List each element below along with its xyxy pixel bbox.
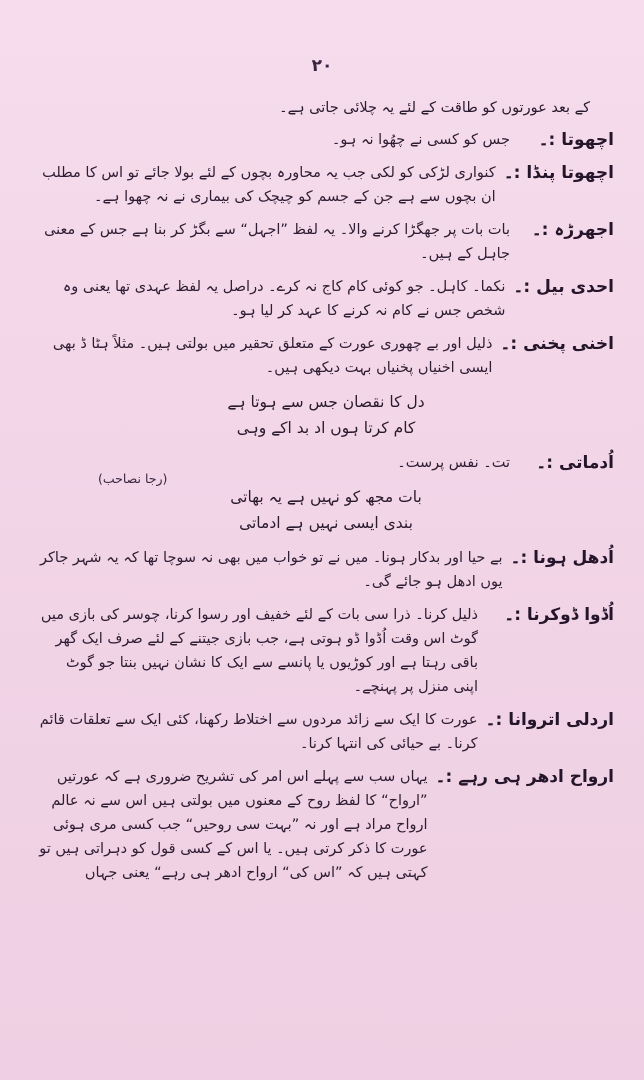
entry-definition: بے حیا اور بدکار ہونا۔ میں نے تو خواب میں بھی نہ سوچا تھا کہ یہ شہر جاکر یوں ادھل ہو جائے گی۔: [40, 550, 503, 590]
entry-term: اجھرڑہ :۔: [531, 220, 614, 240]
verse-line: بندی ایسی نہیں ہے ادماتی: [239, 514, 413, 532]
entry-term: اُدماتی :۔: [536, 453, 614, 473]
entry-definition: تت۔ نفس پرست۔: [397, 455, 510, 471]
entry-akhni-pakhni: [38, 332, 614, 380]
entry-term: اخنی پخنی :۔: [500, 334, 614, 354]
entry-definition: ذلیل کرنا۔ ذرا سی بات کے لئے خفیف اور رسوا کرنا، چوسر کی بازی میں گوٹ اس وقت اُڈوا ڈو ہوتی ہے، جب بازی جیتنے کے لئے صرف ایک گھر باقی رہتا ہے اور کوڑیوں یا پانسے سے ایک کا نشان نہیں بنتا جو گوٹ اپنی منزل پر پہنچے۔: [40, 607, 478, 695]
continuation-text: کے بعد عورتوں کو طاقت کے لئے یہ چلائی جاتی ہے۔: [279, 100, 590, 116]
verse-couplet-2: [38, 471, 614, 536]
entry-term: ارواح ادھر ہی رہے :۔: [435, 767, 614, 787]
entry-definition: ذلیل اور بے چھوری عورت کے متعلق تحقیر میں بولتی ہیں۔ مثلاً ہٹا ڈ بھی ایسی اخنیاں پخنیاں بہت دیکھی ہیں۔: [52, 336, 493, 376]
entry-definition: نکما۔ کاہل۔ جو کوئی کام کاج نہ کرے۔ دراصل یہ لفظ عہدی تھا یعنی وہ شخص جس نے کام نہ کرنے کا عہد کر لیا ہو۔: [62, 279, 506, 319]
entry-definition: بات بات پر جھگڑا کرنے والا۔ یہ لفظ ”اجہل“ سے بگڑ کر بنا ہے جس کے معنی جاہل کے ہیں۔: [44, 222, 510, 262]
entry-term: اچھوتا :۔: [538, 130, 614, 150]
entry-definition: عورت کا ایک سے زائد مردوں سے اختلاط رکھنا، کئی ایک سے تعلقات قائم کرنا۔ بے حیائی کی انتہا کرنا۔: [39, 712, 478, 752]
page-content: [38, 96, 614, 1066]
entry-udhal-hona: [38, 546, 614, 594]
entry-achhuta: [38, 128, 614, 152]
entry-ajhrra: [38, 218, 614, 266]
verse-line: دل کا نقصان جس سے ہوتا ہے: [227, 393, 425, 411]
entry-achhuta-panda: [38, 161, 614, 209]
entry-term: اُڈوا ڈوکرنا :۔: [504, 605, 614, 625]
entry-arwah-idhar-hi-rahe: [38, 765, 614, 885]
entry-definition: جس کو کسی نے چھُوا نہ ہو۔: [331, 132, 510, 148]
verse-couplet-1: [38, 389, 614, 441]
entry-term: اچھوتا پنڈا :۔: [503, 163, 614, 183]
entry-udwadu-karna: [38, 603, 614, 699]
entry-term: احدی بیل :۔: [513, 277, 614, 297]
verse-line: بات مجھ کو نہیں ہے یہ بھاتی: [230, 488, 422, 506]
entry-definition: کنواری لڑکی کو لکی جب یہ محاورہ بچوں کے لئے بولا جائے تو اس کا مطلب ان بچوں سے ہے جن کے جسم کو چیچک کی بیماری نے نہ چھوا ہے۔: [42, 165, 496, 205]
entry-term: اردلی اتروانا :۔: [485, 710, 614, 730]
entry-ardali-utarwana: [38, 708, 614, 756]
entry-term: اُدھل ہونا :۔: [510, 548, 614, 568]
page-number: ۲۰: [311, 56, 333, 76]
entry-definition: یہاں سب سے پہلے اس امر کی تشریح ضروری ہے کہ عورتیں ”ارواح“ کا لفظ روح کے معنوں میں بولتی ہیں اس سے نہ عالم ارواح مراد ہے اور نہ ”بہت سی روحیں“ جب کسی مری ہوئی عورت کا ذکر کرتی ہیں۔ یا اس کے کسی قول کو دہراتی ہیں تو کہتی ہیں کہ ”اس کی“ ارواح ادھر ہی رہے“ یعنی جہاں: [39, 769, 428, 881]
entry-ahdi-bail: [38, 275, 614, 323]
verse-line: کام کرتا ہوں اد بد اکے وہی: [236, 419, 416, 437]
poet-attribution: (رجا نصاحب): [98, 471, 168, 486]
